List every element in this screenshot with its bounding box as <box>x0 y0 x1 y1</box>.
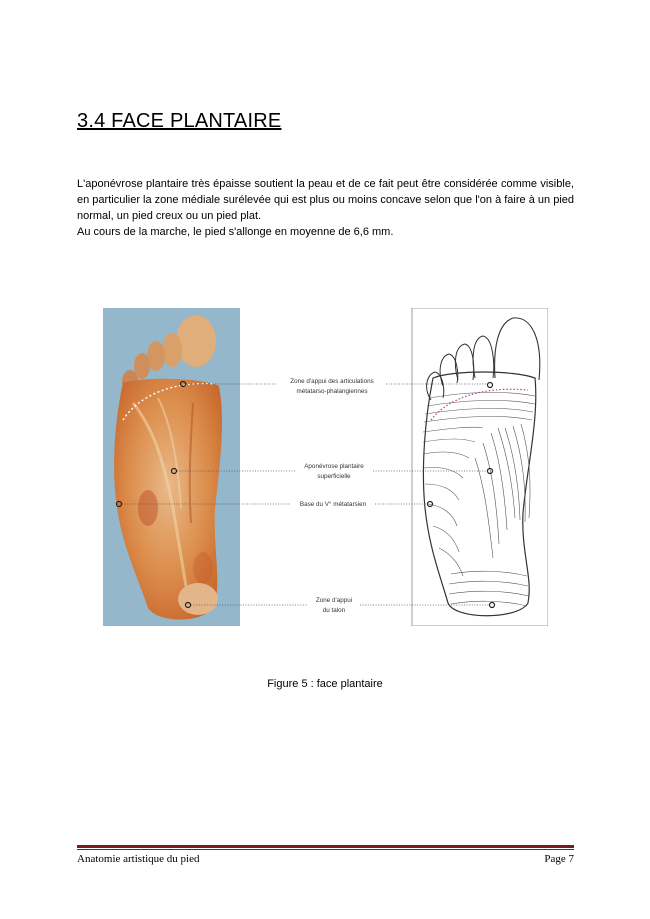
label-apo-line1: Aponévrose plantaire <box>304 463 364 470</box>
label-mtp-line2: métatarso-phalangiennes <box>296 388 368 395</box>
paragraph-2: Au cours de la marche, le pied s'allonge en moyenne de 6,6 mm. <box>77 226 394 238</box>
label-mtp-line1: Zone d'appui des articulations <box>290 378 374 385</box>
dissection-photo <box>103 308 240 626</box>
label-apo-line2: superficielle <box>317 473 351 480</box>
footer-title: Anatomie artistique du pied <box>77 853 200 865</box>
page-number: Page 7 <box>544 853 574 865</box>
paragraph-1: L'aponévrose plantaire très épaisse soutient la peau et de ce fait peut être considérée comme visible, en particulier la zone médiale surélevée qui est plus ou moins concave selon que l'on à faire à un pied normal, un pied creux ou un pied plat. <box>77 178 574 222</box>
body-text <box>77 176 574 240</box>
foot-drawing <box>412 308 548 626</box>
label-heel-line2: du talon <box>322 607 346 614</box>
footer-rule <box>77 845 574 848</box>
label-heel-line1: Zone d'appui <box>315 597 353 604</box>
plantar-figure <box>103 308 548 626</box>
footer-rule-thin <box>77 849 574 850</box>
figure-caption: Figure 5 : face plantaire <box>267 678 383 690</box>
section-heading: 3.4 FACE PLANTAIRE <box>77 110 282 132</box>
label-base-metatarsal: Base du V° métatarsien <box>299 501 367 508</box>
